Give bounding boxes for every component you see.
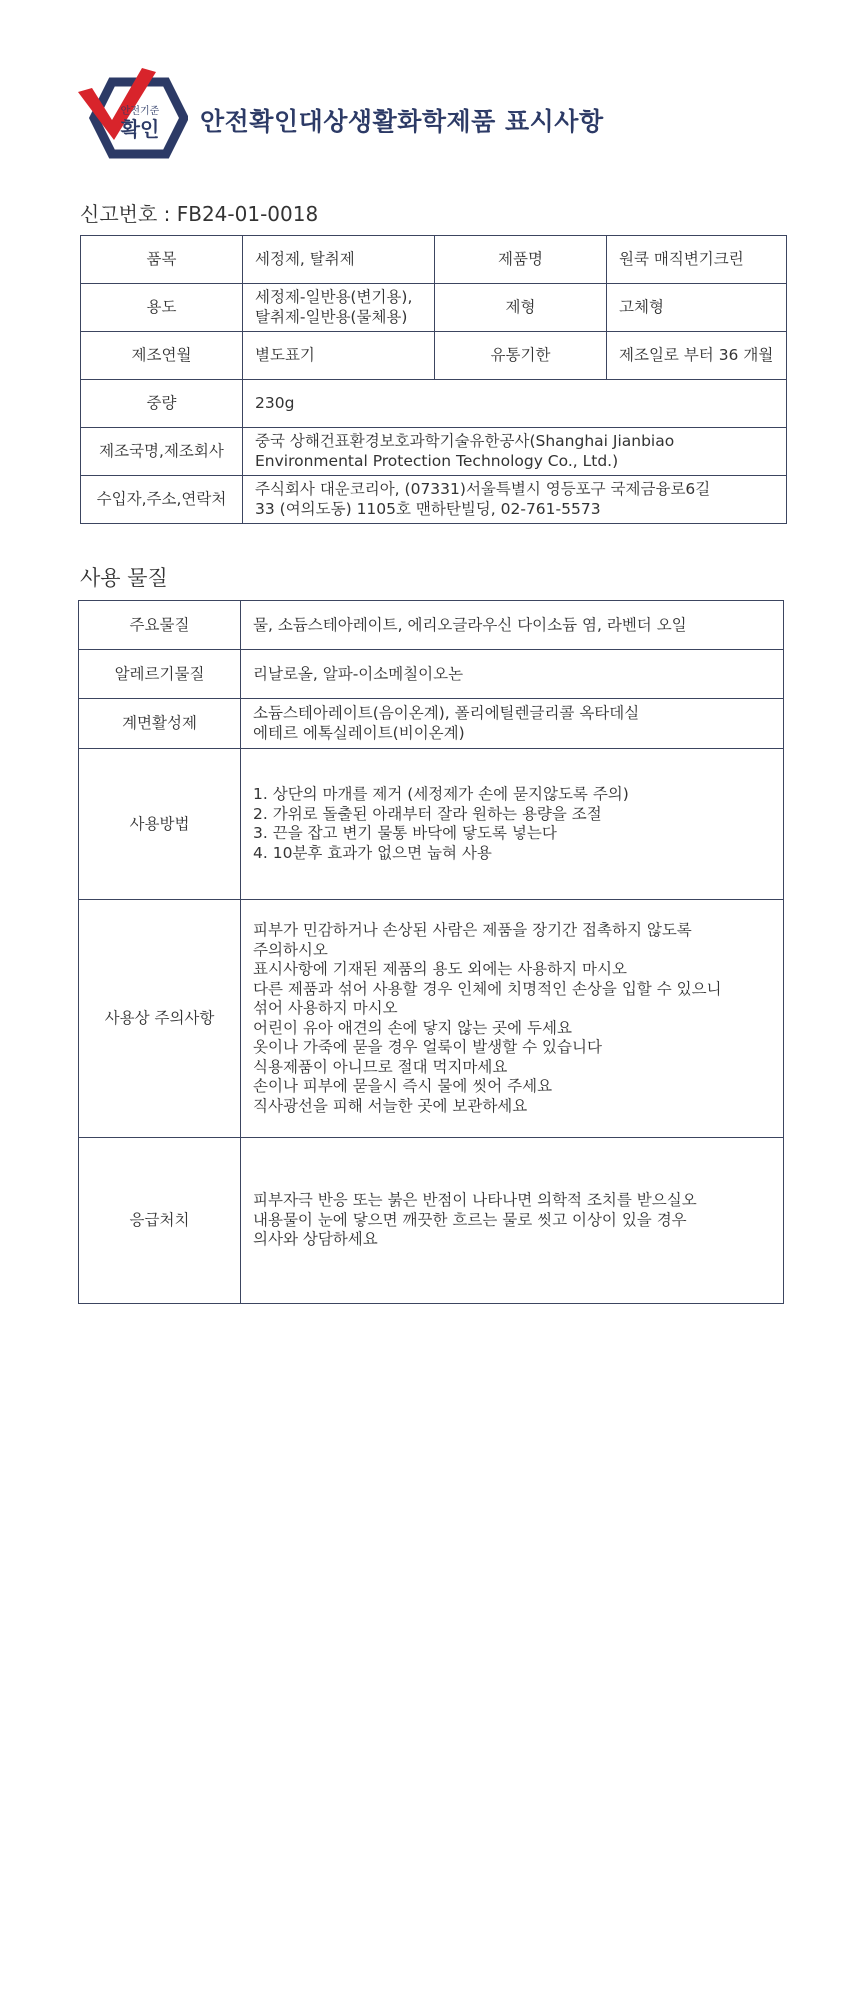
usage-method-value: 1. 상단의 마개를 제거 (세정제가 손에 묻지않도록 주의) 2. 가위로 돌출된 아래부터 잘라 원하는 용량을 조절 3. 끈을 잡고 변기 물통 바닥에 닿도록 넣는다 4. 10분후 효과가 없으면 눕혀 사용 [241,749,784,900]
surfactants-label: 계면활성제 [79,699,241,749]
product-name-label: 제품명 [435,236,607,284]
use-value: 세정제-일반용(변기용), 탈취제-일반용(물체용) [243,284,435,332]
header [78,68,798,168]
table-row [81,476,787,524]
table-row [79,1138,784,1304]
caution-value: 피부가 민감하거나 손상된 사람은 제품을 장기간 접촉하지 않도록 주의하시오 표시사항에 기재된 제품의 용도 외에는 사용하지 마시오 다른 제품과 섞어 사용할 경우 인체에 치명적인 손상을 입할 수 있으니 섞어 사용하지 마시오 어린이 유아 애견의 손에 닿지 않는 곳에 두세요 옷이나 가죽에 묻을 경우 얼룩이 발생할 수 있습니다 식용제품이 아니므로 절대 먹지마세요 손이나 피부에 묻을시 즉시 물에 씻어 주세요 직사광선을 피해 서늘한 곳에 보관하세요 [241,900,784,1138]
use-label: 용도 [81,284,243,332]
first-aid-label: 응급처치 [79,1138,241,1304]
table-row [81,380,787,428]
manufacturer-label: 제조국명,제조회사 [81,428,243,476]
svg-text:안전기준: 안전기준 [120,106,160,117]
weight-value: 230g [243,380,787,428]
item-label: 품목 [81,236,243,284]
table-row [79,749,784,900]
allergens-label: 알레르기물질 [79,650,241,699]
page-title: 안전확인대상생활화학제품 표시사항 [200,107,604,136]
safety-check-logo [78,68,188,168]
table-row [81,236,787,284]
form-value: 고체형 [607,284,787,332]
expiry-label: 유통기한 [435,332,607,380]
usage-method-label: 사용방법 [79,749,241,900]
allergens-value: 리날로올, 알파-이소메칠이오논 [241,650,784,699]
table-row [79,699,784,749]
svg-text:확인: 확인 [120,117,160,141]
first-aid-value: 피부자극 반응 또는 붉은 반점이 나타나면 의학적 조치를 받으실오 내용물이 눈에 닿으면 깨끗한 흐르는 물로 씻고 이상이 있을 경우 의사와 상담하세요 [241,1138,784,1304]
manufacture-date-label: 제조연월 [81,332,243,380]
caution-label: 사용상 주의사항 [79,900,241,1138]
importer-value: 주식회사 대운코리아, (07331)서울특별시 영등포구 국제금융로6길 33 (여의도동) 1105호 맨하탄빌딩, 02-761-5573 [243,476,787,524]
product-name-value: 원쿡 매직변기크린 [607,236,787,284]
table-row [79,650,784,699]
table-row [81,428,787,476]
section-title: 사용 물질 [80,566,168,590]
form-label: 제형 [435,284,607,332]
importer-label: 수입자,주소,연락처 [81,476,243,524]
substances-table [78,600,784,1304]
manufacturer-value: 중국 상해건표환경보호과학기술유한공사(Shanghai Jianbiao Environmental Protection Technology Co., Ltd.) [243,428,787,476]
manufacture-date-value: 별도표기 [243,332,435,380]
weight-label: 중량 [81,380,243,428]
expiry-value: 제조일로 부터 36 개월 [607,332,787,380]
table-row [79,601,784,650]
product-info-table [80,235,787,524]
item-value: 세정제, 탈취제 [243,236,435,284]
table-row [81,332,787,380]
main-substances-label: 주요물질 [79,601,241,650]
table-row [79,900,784,1138]
registration-number: 신고번호 : FB24-01-0018 [80,202,319,226]
table-row [81,284,787,332]
surfactants-value: 소듐스테아레이트(음이온계), 폴리에틸렌글리콜 옥타데실 에테르 에톡실레이트(비이온계) [241,699,784,749]
main-substances-value: 물, 소듐스테아레이트, 에리오글라우신 다이소듐 염, 라벤더 오일 [241,601,784,650]
